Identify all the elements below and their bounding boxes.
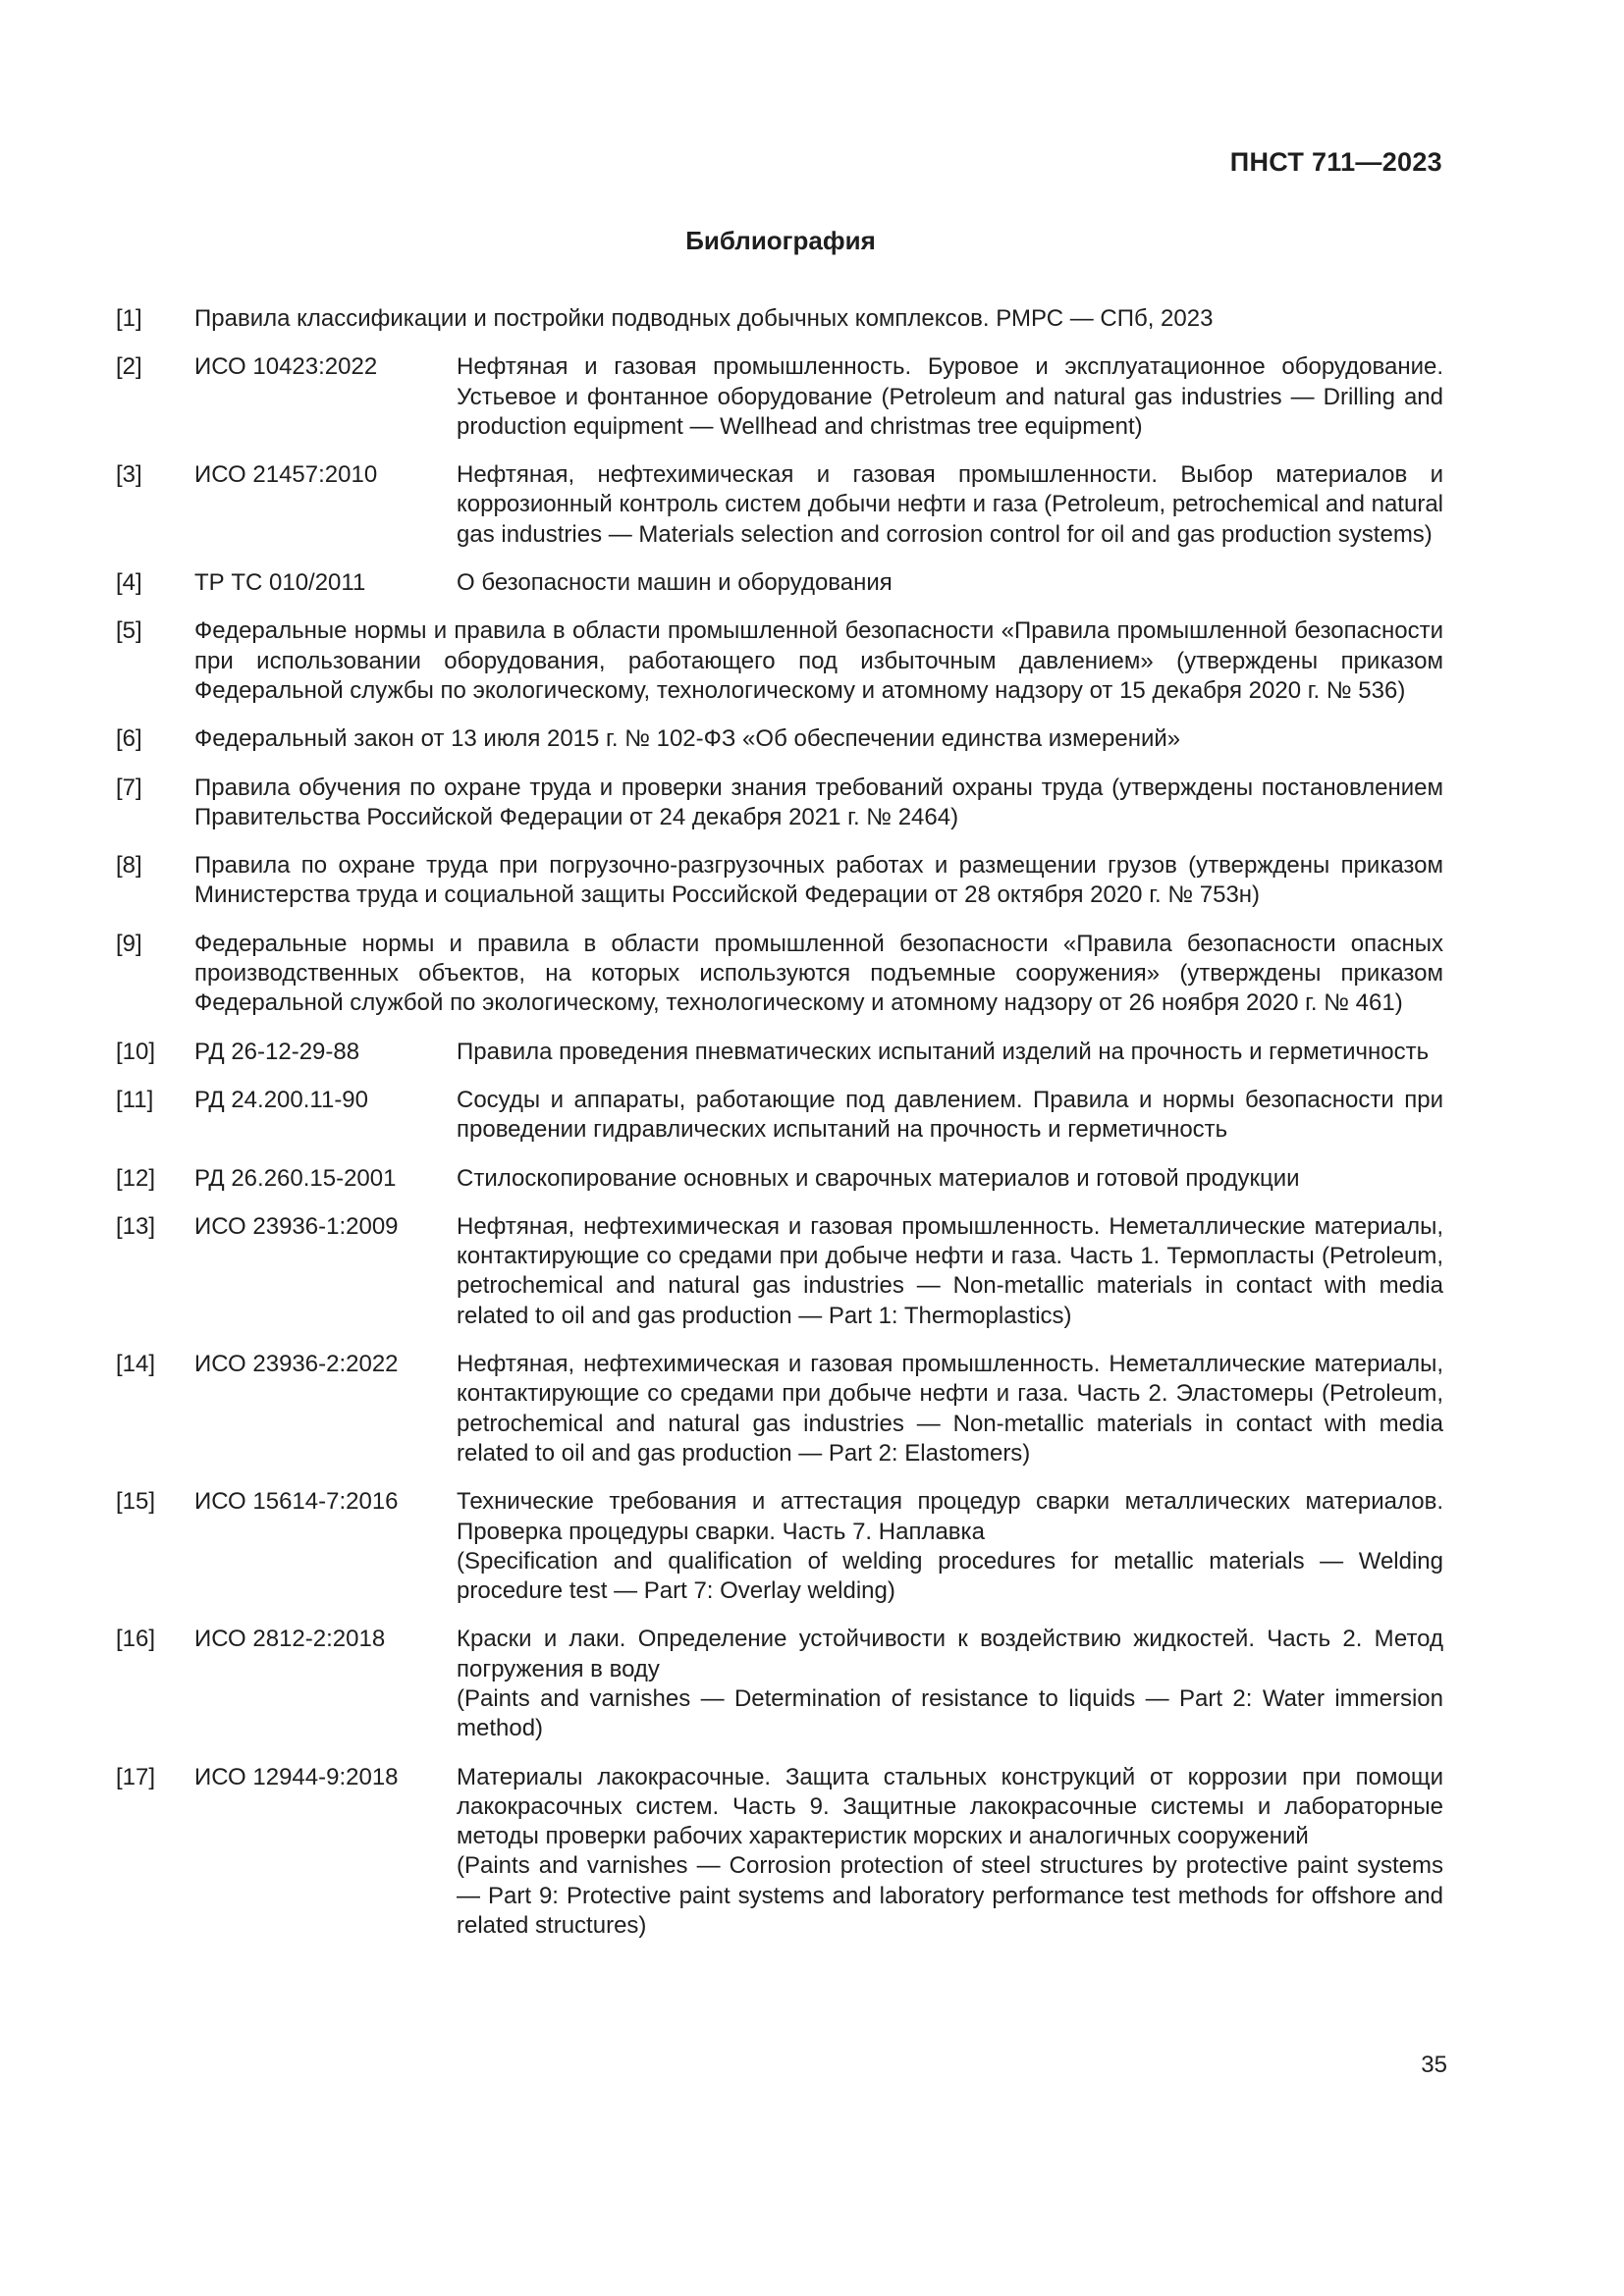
- bibliography-entry-15: [116, 1487, 1443, 1606]
- entry-text: Нефтяная, нефтехимическая и газовая промышленность. Неметаллические материалы, контактирующие со средами при добыче нефти и газа. Часть 1. Термопласты (Petroleum, petrochemical and natural gas industries — Non-metallic materials in contact with media related to oil and gas production — Part 1: Thermoplastics): [457, 1212, 1443, 1329]
- entry-number: [6]: [116, 725, 142, 753]
- bibliography-entry-1: [116, 304, 1443, 334]
- bibliography-entry-2: [116, 352, 1443, 442]
- entry-text-russian: Технические требования и аттестация процедур сварки металлических материалов. Проверка процедуры сварки. Часть 7. Наплавка: [457, 1488, 1443, 1545]
- entry-number: [14]: [116, 1351, 156, 1378]
- entry-code: РД 26-12-29-88: [194, 1038, 360, 1065]
- entry-text: Федеральные нормы и правила в области промышленной безопасности «Правила промышленной безопасности при использовании оборудования, работающего под избыточным давлением» (утверждены приказом Федеральной службы по экологическому, технологическому и атомному надзору от 15 декабря 2020 г. № 536): [194, 617, 1443, 704]
- entry-number: [5]: [116, 617, 142, 645]
- bibliography-entry-8: [116, 851, 1443, 911]
- page-number: 35: [1421, 2052, 1447, 2078]
- entry-code: ИСО 12944-9:2018: [194, 1763, 399, 1790]
- document-code: ПНСТ 711—2023: [1229, 147, 1442, 177]
- entry-code: ИСО 23936-2:2022: [194, 1351, 399, 1378]
- entry-text: [457, 1763, 1443, 1942]
- entry-number: [2]: [116, 353, 142, 381]
- entry-code: ИСО 10423:2022: [194, 353, 378, 381]
- entry-number: [17]: [116, 1763, 156, 1790]
- entry-text: Стилоскопирование основных и сварочных материалов и готовой продукции: [457, 1164, 1300, 1192]
- entry-code: РД 26.260.15-2001: [194, 1164, 397, 1192]
- entry-code: РД 24.200.11-90: [194, 1086, 368, 1113]
- entry-code: ИСО 21457:2010: [194, 461, 378, 489]
- entry-text-english: (Paints and varnishes — Corrosion protection of steel structures by protective paint systems — Part 9: Protective paint systems and laboratory performance test methods for offshore and related structures): [457, 1852, 1443, 1940]
- entry-number: [3]: [116, 461, 142, 489]
- bibliography-entry-5: [116, 616, 1443, 706]
- entry-number: [9]: [116, 930, 142, 957]
- entry-text: Федеральные нормы и правила в области промышленной безопасности «Правила безопасности опасных производственных объектов, на которых используются подъемные сооружения» (утверждены приказом Федеральной службой по экологическому, технологическому и атомному надзору от 26 ноября 2020 г. № 461): [194, 930, 1443, 1017]
- bibliography-entry-16: [116, 1625, 1443, 1743]
- entry-number: [1]: [116, 305, 142, 332]
- entry-text: Правила обучения по охране труда и проверки знания требований охраны труда (утверждены постановлением Правительства Российской Федерации от 24 декабря 2021 г. № 2464): [194, 774, 1443, 830]
- entry-code: ИСО 15614-7:2016: [194, 1488, 399, 1516]
- bibliography-entry-4: [116, 568, 1443, 598]
- entry-number: [15]: [116, 1488, 156, 1516]
- bibliography-entry-12: [116, 1164, 1443, 1194]
- entry-number: [4]: [116, 569, 142, 597]
- entry-number: [8]: [116, 852, 142, 880]
- entry-number: [16]: [116, 1626, 156, 1653]
- entry-text: Нефтяная, нефтехимическая и газовая промышленности. Выбор материалов и коррозионный контроль систем добычи нефти и газа (Petroleum, petrochemical and natural gas industries — Materials selection and corrosion control for oil and gas production systems): [457, 461, 1443, 548]
- entry-text: [457, 1625, 1443, 1743]
- entry-text-english: (Specification and qualification of welding procedures for metallic materials — Welding procedure test — Part 7: Overlay welding): [457, 1547, 1443, 1605]
- bibliography-entry-17: [116, 1763, 1443, 1942]
- bibliography-entry-11: [116, 1086, 1443, 1146]
- entry-text: Федеральный закон от 13 июля 2015 г. № 102-ФЗ «Об обеспечении единства измерений»: [194, 725, 1181, 753]
- entry-code: ТР ТС 010/2011: [194, 569, 366, 597]
- entry-code: ИСО 23936-1:2009: [194, 1212, 399, 1240]
- bibliography-entry-7: [116, 774, 1443, 833]
- bibliography-entry-10: [116, 1038, 1443, 1067]
- entry-text: Правила классификации и постройки подводных добычных комплексов. РМРС — СПб, 2023: [194, 305, 1214, 332]
- bibliography-entry-6: [116, 724, 1443, 754]
- entry-text: Правила по охране труда при погрузочно-разгрузочных работах и размещении грузов (утверждены приказом Министерства труда и социальной защиты Российской Федерации от 28 октября 2020 г. № 753н): [194, 852, 1443, 909]
- entry-text: [457, 1487, 1443, 1606]
- entry-number: [13]: [116, 1212, 156, 1240]
- entry-number: [7]: [116, 774, 142, 801]
- entry-text-english: (Paints and varnishes — Determination of resistance to liquids — Part 2: Water immersion method): [457, 1684, 1443, 1742]
- entry-text-russian: Материалы лакокрасочные. Защита стальных конструкций от коррозии при помощи лакокрасочных систем. Часть 9. Защитные лакокрасочные системы и лабораторные методы проверки рабочих характеристик морских и аналогичных сооружений: [457, 1763, 1443, 1850]
- entry-text-russian: Краски и лаки. Определение устойчивости к воздействию жидкостей. Часть 2. Метод погружения в воду: [457, 1626, 1443, 1682]
- entry-text: Правила проведения пневматических испытаний изделий на прочность и герметичность: [457, 1038, 1430, 1065]
- entry-number: [12]: [116, 1164, 156, 1192]
- bibliography-entry-13: [116, 1212, 1443, 1331]
- page-title: Библиография: [685, 226, 876, 255]
- entry-code: ИСО 2812-2:2018: [194, 1626, 386, 1653]
- entry-text: Сосуды и аппараты, работающие под давлением. Правила и нормы безопасности при проведении гидравлических испытаний на прочность и герметичность: [457, 1086, 1443, 1144]
- bibliography-entry-14: [116, 1350, 1443, 1468]
- entry-text: Нефтяная, нефтехимическая и газовая промышленность. Неметаллические материалы, контактирующие со средами при добыче нефти и газа. Часть 2. Эластомеры (Petroleum, petrochemical and natural gas industries — Non-metallic materials in contact with media related to oil and gas production — Part 2: Elastomers): [457, 1351, 1443, 1467]
- entry-text: Нефтяная и газовая промышленность. Буровое и эксплуатационное оборудование. Устьевое и фонтанное оборудование (Petroleum and natural gas industries — Drilling and production equipment — Wellhead and christmas tree equipment): [457, 353, 1443, 440]
- entry-text: О безопасности машин и оборудования: [457, 569, 893, 597]
- bibliography-entry-3: [116, 460, 1443, 550]
- bibliography-entry-9: [116, 930, 1443, 1019]
- entry-number: [10]: [116, 1038, 156, 1065]
- entry-number: [11]: [116, 1086, 154, 1113]
- bibliography-list: [116, 304, 1443, 1959]
